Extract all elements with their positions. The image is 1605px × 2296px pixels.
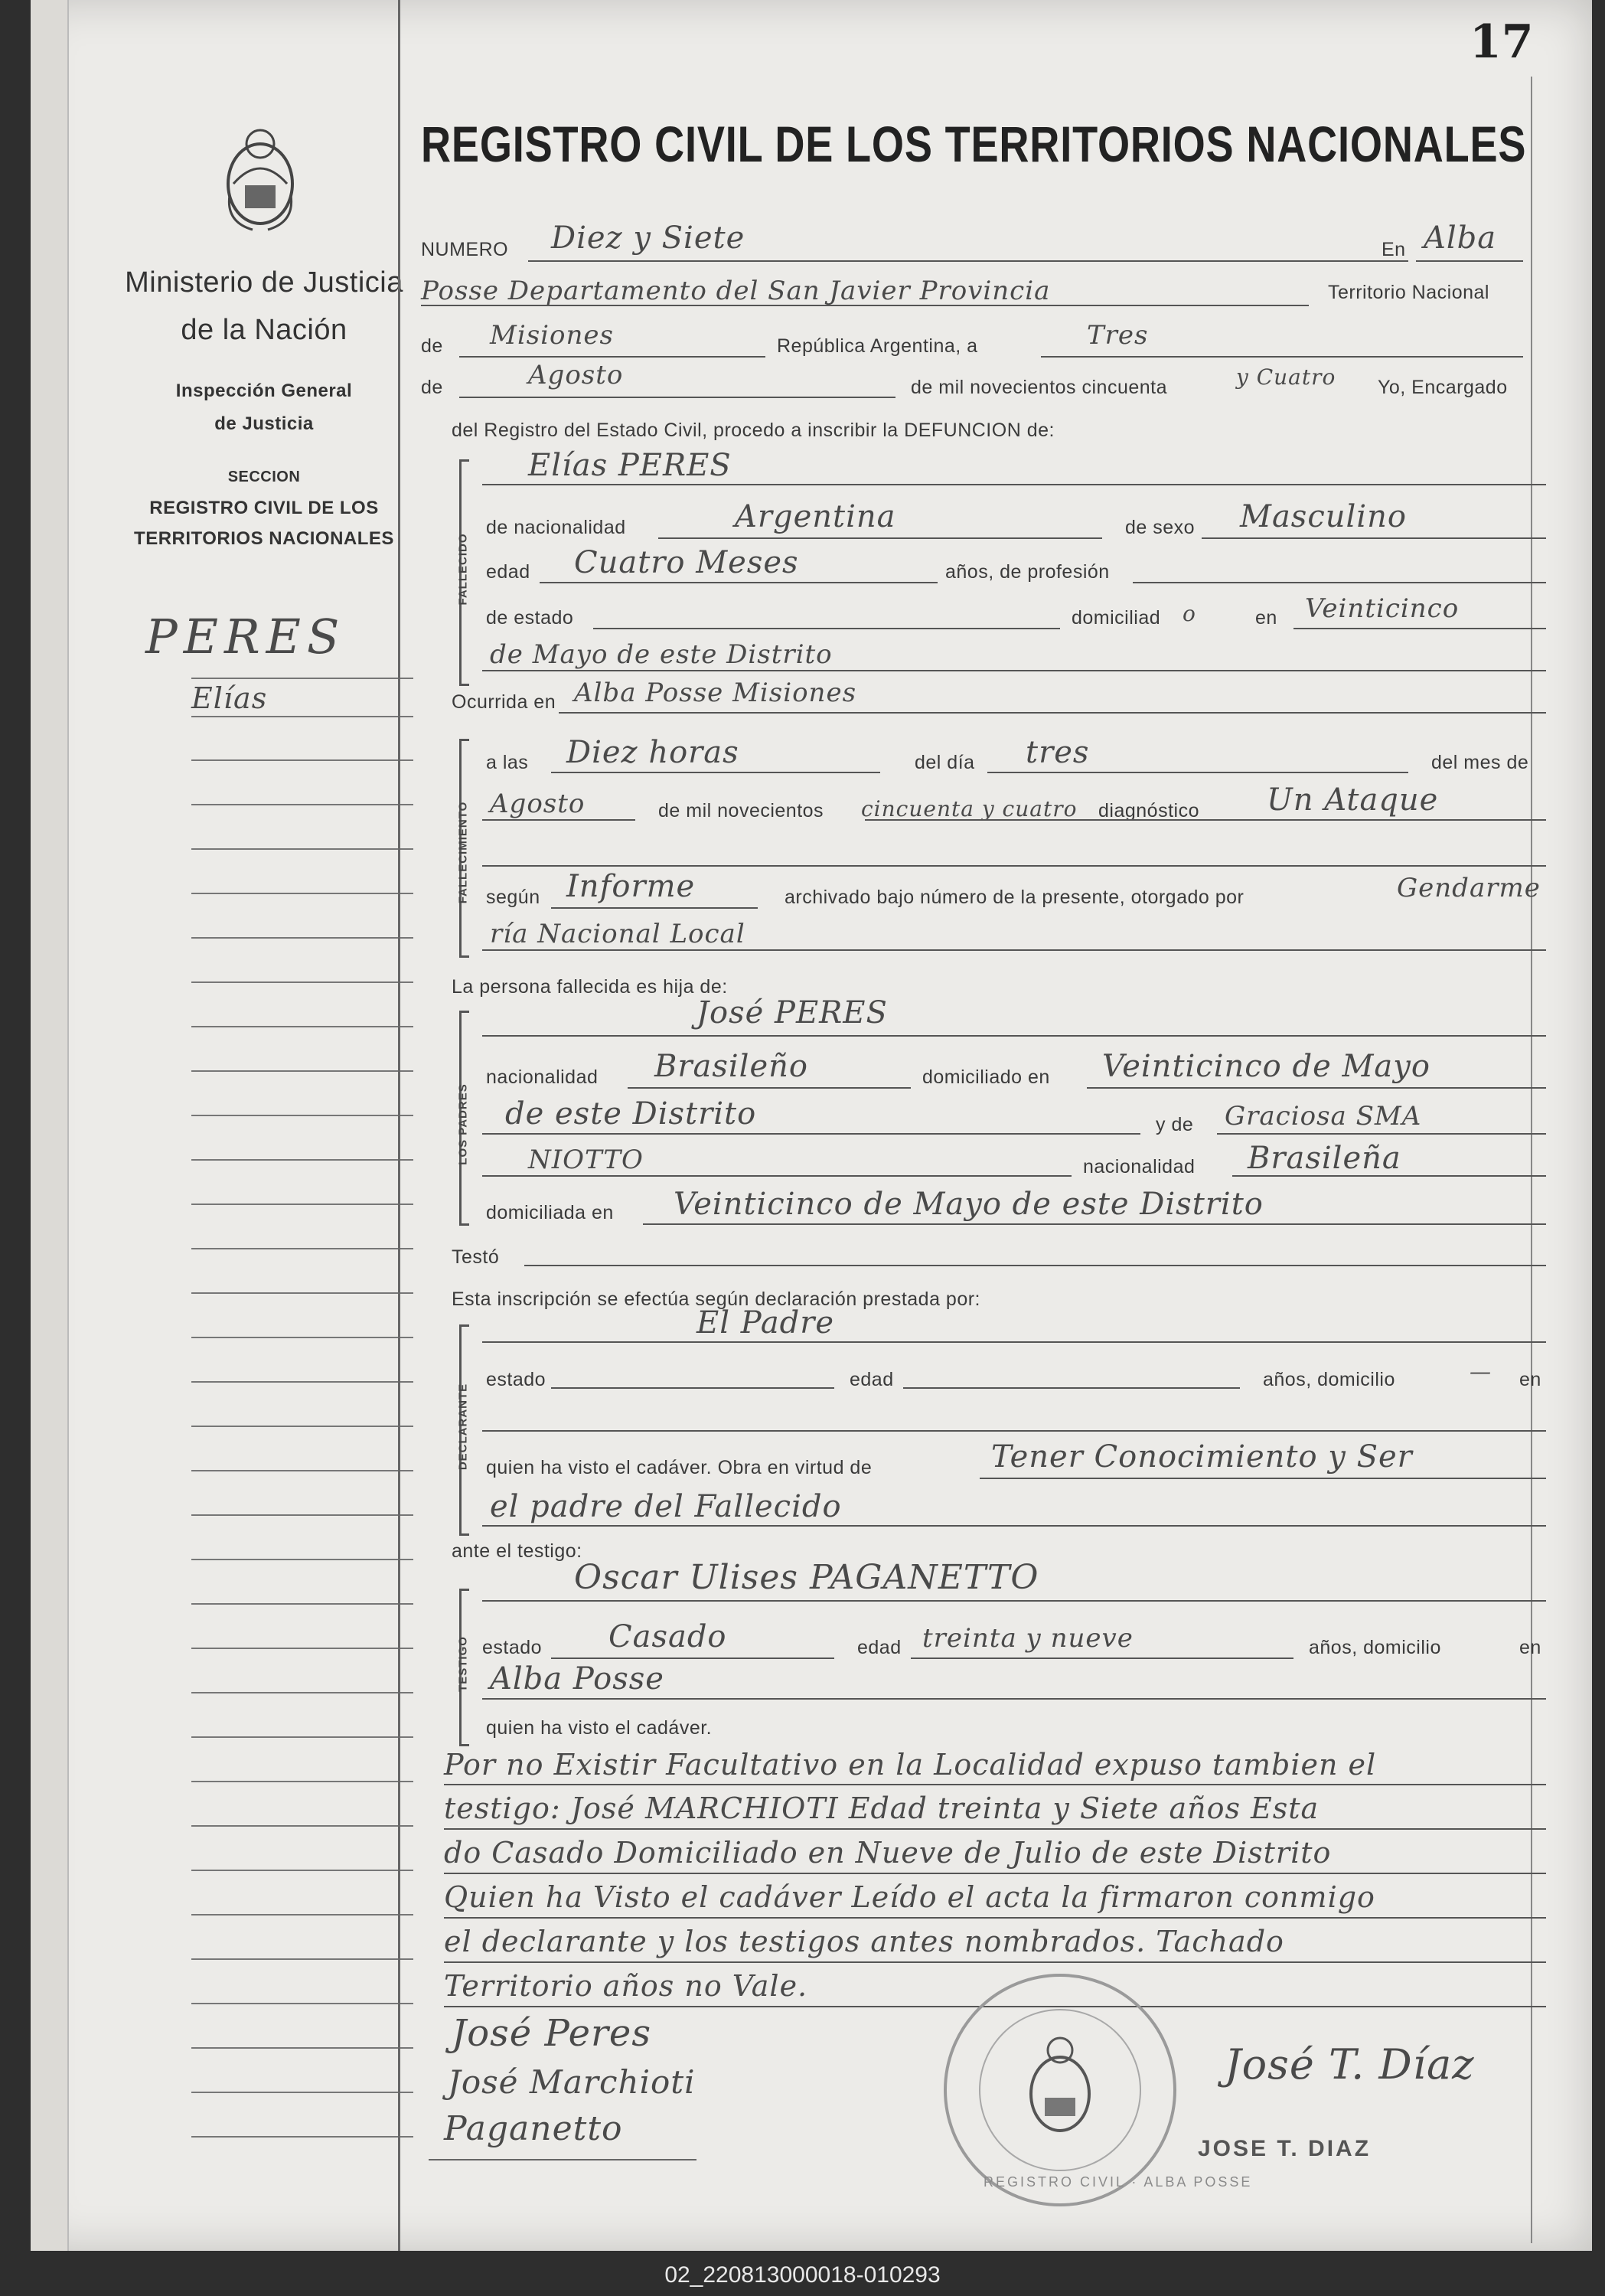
label-numero: NUMERO — [421, 239, 509, 260]
page-number: 17 — [1470, 15, 1534, 69]
side-label-fallecido: FALLECIDO — [456, 533, 470, 606]
note-line: el declarante y los testigos antes nombrados. Tachado — [444, 1925, 1284, 1958]
value-domicilio2: de Mayo de este Distrito — [490, 639, 833, 670]
label-del-dia: del día — [915, 752, 975, 773]
signature-jose-peres: José Peres — [452, 2012, 651, 2055]
label-de-mil: de mil novecientos — [658, 800, 824, 821]
value-declarante: El Padre — [696, 1305, 835, 1341]
value-obra2: el padre del Fallecido — [490, 1489, 842, 1524]
official-name-stamp: JOSE T. DIAZ — [1198, 2136, 1372, 2161]
value-madre-nac: Brasileña — [1248, 1141, 1401, 1176]
sidebar-inspection: Inspección General — [175, 380, 353, 401]
label-quien: quien ha visto el cadáver. Obra en virtud de — [486, 1457, 873, 1478]
coat-of-arms-icon — [218, 122, 302, 237]
label-domiciliad: domiciliad — [1072, 607, 1161, 629]
value-testigo-dom: Alba Posse — [490, 1661, 664, 1697]
value-padre-dom: Veinticinco de Mayo — [1102, 1049, 1430, 1084]
value-fallecido: Elías PERES — [528, 448, 732, 483]
label-del-mes: del mes de — [1431, 752, 1529, 773]
label-sexo: de sexo — [1125, 517, 1196, 538]
label-edad3: edad — [857, 1637, 902, 1658]
label-y-de: y de — [1156, 1114, 1194, 1135]
value-otorgado: Gendarme — [1397, 873, 1541, 903]
value-mes-fall: Agosto — [490, 789, 586, 819]
label-edad: edad — [486, 561, 530, 583]
sidebar-ministry: Ministerio de Justicia — [125, 266, 403, 299]
label-anos-dom2: años, domicilio — [1309, 1637, 1441, 1658]
label-territorio: Territorio Nacional — [1328, 282, 1489, 303]
label-diagnostico: diagnóstico — [1098, 800, 1199, 821]
label-edad2: edad — [850, 1369, 894, 1390]
side-label-testigo: TESTIGO — [456, 1636, 470, 1692]
label-a-las: a las — [486, 752, 529, 773]
value-domiciliado-o: o — [1183, 601, 1196, 626]
label-en3: en — [1519, 1369, 1541, 1390]
label-inscripcion: Esta inscripción se efectúa según declaración prestada por: — [452, 1288, 980, 1310]
label-estado2: estado — [486, 1369, 546, 1390]
value-testigo-edad: treinta y nueve — [922, 1623, 1134, 1654]
label-segun: según — [486, 887, 540, 908]
sidebar-given-name: Elías — [191, 681, 268, 715]
label-anos-dom: años, domicilio — [1263, 1369, 1395, 1390]
label-en2: en — [1255, 607, 1277, 629]
value-padre-dom2: de este Distrito — [505, 1096, 757, 1132]
signature-jose-marchioti: José Marchioti — [448, 2063, 696, 2101]
label-estado: de estado — [486, 607, 574, 629]
label-ante: ante el testigo: — [452, 1540, 582, 1562]
label-ocurrida: Ocurrida en — [452, 691, 556, 713]
label-nacionalidad2: nacionalidad — [486, 1066, 599, 1088]
sidebar-section: SECCION — [227, 469, 301, 485]
label-estado3: estado — [482, 1637, 543, 1658]
value-ocurrida: Alba Posse Misiones — [574, 678, 857, 708]
binding-edge — [31, 0, 69, 2251]
label-en: En — [1382, 239, 1406, 260]
value-madre: Graciosa SMA — [1225, 1101, 1422, 1132]
sidebar-section2: REGISTRO CIVIL DE LOS — [149, 498, 379, 518]
value-obra: Tener Conocimiento y Ser — [991, 1439, 1413, 1475]
value-testigo: Oscar Ulises PAGANETTO — [574, 1558, 1039, 1597]
value-otorgado2: ría Nacional Local — [490, 919, 745, 949]
value-sexo: Masculino — [1240, 499, 1407, 534]
value-nacionalidad: Argentina — [735, 499, 896, 534]
label-profesion: años, de profesión — [945, 561, 1110, 583]
label-registro: del Registro del Estado Civil, procedo a inscribir la DEFUNCION de: — [452, 420, 1055, 441]
label-nacionalidad3: nacionalidad — [1083, 1156, 1196, 1177]
value-provincia: Misiones — [490, 320, 614, 351]
side-label-padres: LOS PADRES — [456, 1083, 470, 1165]
sidebar-line — [191, 678, 413, 679]
label-quien2: quien ha visto el cadáver. — [486, 1717, 713, 1739]
value-domicilio: Veinticinco — [1305, 593, 1460, 624]
label-testo: Testó — [452, 1246, 500, 1268]
label-nacionalidad: de nacionalidad — [486, 517, 626, 538]
value-testigo-estado: Casado — [608, 1619, 727, 1654]
image-caption: 02_220813000018-010293 — [664, 2262, 941, 2288]
value-anio-fall: cincuenta y cuatro — [861, 796, 1078, 821]
sidebar-ministry2: de la Nación — [181, 314, 347, 346]
sidebar-surname: PERES — [145, 609, 346, 665]
value-departamento: Posse Departamento del San Javier Provincia — [421, 276, 1051, 306]
sidebar-inspection2: de Justicia — [214, 413, 314, 434]
label-archivado: archivado bajo número de la presente, otorgado por — [785, 887, 1245, 908]
note-line: testigo: José MARCHIOTI Edad treinta y Siete años Esta — [444, 1791, 1320, 1825]
value-lugar: Alba — [1424, 220, 1497, 256]
label-de: de — [421, 335, 443, 357]
value-padre: José PERES — [696, 995, 888, 1030]
value-dia: Tres — [1087, 320, 1149, 351]
value-padre-nac: Brasileño — [654, 1049, 808, 1084]
label-hija: La persona fallecida es hija de: — [452, 976, 728, 998]
label-yo: Yo, Encargado — [1378, 377, 1508, 398]
label-domiciliado: domiciliado en — [922, 1066, 1050, 1088]
note-line: Territorio años no Vale. — [444, 1969, 808, 2003]
seal-text: REGISTRO CIVIL · ALBA POSSE — [984, 2174, 1253, 2190]
margin-divider — [398, 0, 400, 2251]
note-line: Por no Existir Facultativo en la Localidad expuso tambien el — [444, 1748, 1377, 1782]
label-domiciliada: domiciliada en — [486, 1202, 614, 1223]
value-dia-fall: tres — [1026, 735, 1090, 770]
signature-official: José T. Díaz — [1225, 2040, 1475, 2089]
value-madre2: NIOTTO — [528, 1145, 644, 1175]
value-hora: Diez horas — [566, 735, 739, 770]
sidebar-section3: TERRITORIOS NACIONALES — [134, 528, 394, 549]
label-de2: de — [421, 377, 443, 398]
value-edad: Cuatro Meses — [574, 545, 799, 580]
label-mil: de mil novecientos cincuenta — [911, 377, 1168, 398]
note-line: Quien ha Visto el cadáver Leído el acta la firmaron conmigo — [444, 1880, 1375, 1914]
value-declarante-dom: — — [1470, 1359, 1492, 1384]
label-republica: República Argentina, a — [777, 335, 978, 357]
label-en4: en — [1519, 1637, 1541, 1658]
value-mes: Agosto — [528, 360, 624, 390]
side-label-fallecimiento: FALLECIMIENTO — [456, 801, 470, 904]
note-line: do Casado Domiciliado en Nueve de Julio de este Distrito — [444, 1836, 1332, 1870]
value-numero: Diez y Siete — [551, 220, 745, 256]
value-diagnostico: Un Ataque — [1267, 782, 1439, 818]
form-title: REGISTRO CIVIL DE LOS TERRITORIOS NACIONALES — [421, 116, 1527, 172]
value-anio: y Cuatro — [1236, 364, 1336, 390]
side-label-declarante: DECLARANTE — [456, 1383, 470, 1471]
value-madre-dom: Veinticinco de Mayo de este Distrito — [674, 1187, 1264, 1222]
value-segun: Informe — [566, 869, 696, 904]
signature-paganetto: Paganetto — [444, 2109, 623, 2148]
paper-sheet — [31, 0, 1592, 2251]
